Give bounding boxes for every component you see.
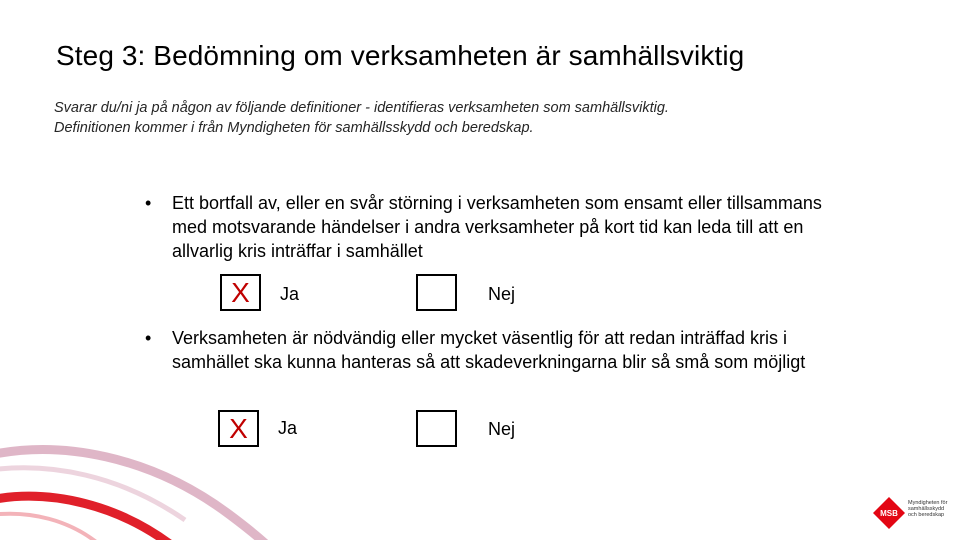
- logo-text: Myndigheten för samhällsskydd och beredskap: [908, 500, 948, 518]
- bullet: •: [145, 328, 152, 348]
- question-2-yes-checkbox[interactable]: [218, 410, 259, 447]
- question-2-no-checkbox[interactable]: [416, 410, 457, 447]
- msb-logo-icon: [872, 496, 906, 530]
- page-title: Steg 3: Bedömning om verksamheten är samhällsviktig: [56, 40, 745, 71]
- check-x-mark: X: [231, 276, 250, 308]
- question-1-no-checkbox[interactable]: [416, 274, 457, 311]
- question-2-no-label: Nej: [488, 419, 516, 439]
- msb-logo: [872, 496, 952, 532]
- question-1-yes-label: Ja: [280, 284, 300, 304]
- subtitle-line-2: Definitionen kommer i från Myndigheten för samhällsskydd och beredskap.: [54, 120, 534, 136]
- question-2-text: Verksamheten är nödvändig eller mycket väsentlig för att redan inträffad kris i samhället ska kunna hanteras så att skadeverkningarna blir så små som möjligt: [172, 328, 806, 372]
- check-x-mark: X: [229, 412, 248, 444]
- question-1-text: Ett bortfall av, eller en svår störning i verksamheten som ensamt eller tillsammans med motsvarande händelser i andra verksamheter på kort tid kan leda till att en allvarlig kris inträffar i samhället: [172, 193, 822, 261]
- bullet: •: [145, 193, 152, 213]
- question-2: [145, 326, 845, 374]
- question-1-no-label: Nej: [488, 284, 516, 304]
- question-1: [145, 191, 845, 263]
- subtitle: [54, 98, 814, 138]
- question-1-yes-checkbox[interactable]: [220, 274, 261, 311]
- subtitle-line-1: Svarar du/ni ja på någon av följande definitioner - identifieras verksamheten som samhällsviktig.: [54, 100, 669, 116]
- logo-mark-text: MSB: [880, 509, 898, 518]
- question-2-yes-label: Ja: [278, 418, 298, 438]
